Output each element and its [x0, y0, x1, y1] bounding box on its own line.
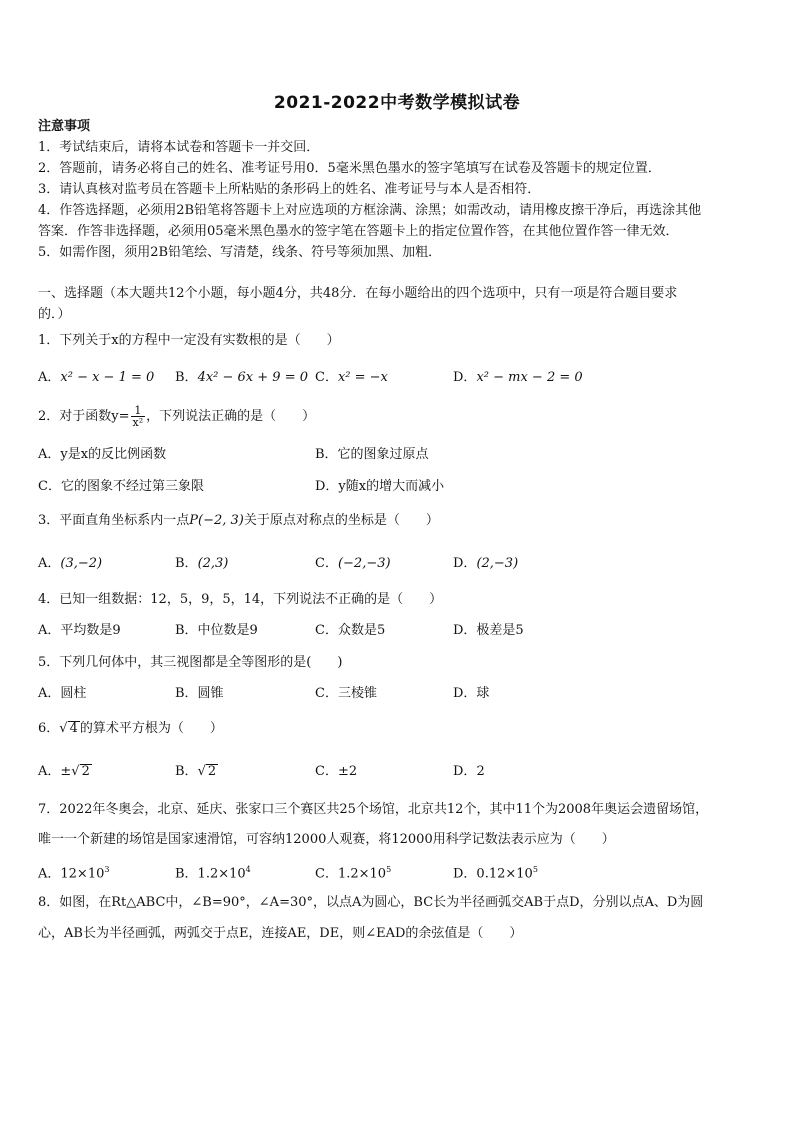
sqrt-symbol: √ [197, 764, 206, 779]
notes-item: 4．作答选择题，必须用2B铅笔将答题卡上对应选项的方框涂满、涂黑；如需改动，请用橡皮擦干净后，再选涂其他 [38, 203, 702, 218]
option-b: B．圆锥 [175, 686, 224, 701]
question-1-options [38, 368, 758, 388]
question-6-options [38, 762, 758, 782]
question-4-stem: 4．已知一组数据：12，5，9，5，14，下列说法不正确的是（ ） [38, 592, 443, 607]
notes-item: 3．请认真核对监考员在答题卡上所粘贴的条形码上的姓名、准考证号与本人是否相符． [38, 182, 541, 197]
option-a: A．x² − x − 1 = 0 [38, 370, 155, 385]
question-3-stem: 3．平面直角坐标系内一点P(−2, 3)关于原点对称点的坐标是（ ） [38, 513, 439, 528]
question-5-options [38, 684, 758, 704]
notes-item: 5．如需作图，须用2B铅笔绘、写清楚，线条、符号等须加黑、加粗． [38, 245, 442, 260]
sqrt-symbol: √ [59, 721, 68, 736]
question-4-options [38, 621, 758, 641]
option-b: B．(2,3) [175, 556, 229, 571]
option-d: D．$0.12\times 10^5$ [453, 865, 538, 882]
option-d: D．x² − mx − 2 = 0 [453, 370, 583, 385]
option-c: C．众数是5 [315, 623, 386, 638]
option-d: D．2 [453, 764, 485, 779]
page-title: 2021-2022中考数学模拟试卷 [273, 93, 521, 113]
option-b: B．$1.2\times 10^4$ [175, 865, 251, 882]
option-c: C．x² = −x [315, 370, 388, 385]
option-a: A．$12\times 10^3$ [38, 865, 110, 882]
option-b: B．它的图象过原点 [315, 447, 429, 462]
section-heading: 一、选择题（本大题共12个小题，每小题4分，共48分．在每小题给出的四个选项中，只有一项是符合题目要求 [38, 286, 678, 301]
option-a: A．平均数是9 [38, 623, 121, 638]
notes-item: 答案．作答非选择题，必须用05毫米黑色墨水的签字笔在答题卡上的指定位置作答，在其他位置作答一律无效． [38, 224, 679, 239]
option-c: C．±2 [315, 764, 358, 779]
option-c: C．三棱锥 [315, 686, 377, 701]
sqrt-symbol: √ [71, 764, 80, 779]
question-1-stem: 1．下列关于x的方程中一定没有实数根的是（ ） [38, 333, 340, 348]
question-7-stem-cont: 唯一一个新建的场馆是国家速滑馆，可容纳12000人观赛，将12000用科学记数法表示应为（ ） [38, 832, 615, 847]
question-2-stem: 2．对于函数y= $\frac{1}{\text{x²}}$ ，下列说法正确的是（ ） [38, 404, 316, 429]
question-8-stem: 8．如图，在Rt△ABC中，∠B=90°，∠A=30°，以点A为圆心，BC长为半径画弧交AB于点D，分别以点A、D为圆 [38, 895, 704, 910]
option-c: C．(−2,−3) [315, 556, 391, 571]
option-a: A．(3,−2) [38, 556, 103, 571]
option-d: D．球 [453, 686, 490, 701]
notes-item: 1．考试结束后，请将本试卷和答题卡一并交回． [38, 140, 320, 155]
question-6-stem: 6．√ 4 的算术平方根为（ ） [38, 721, 223, 736]
section-heading-cont: 的．） [38, 307, 71, 322]
option-c: C．$1.2\times 10^5$ [315, 865, 392, 882]
option-a: A．y是x的反比例函数 [38, 447, 167, 462]
option-c: C．它的图象不经过第三象限 [38, 479, 204, 494]
option-d: D．极差是5 [453, 623, 524, 638]
option-b: B．√ 2 [175, 764, 217, 779]
question-3-options [38, 554, 758, 574]
option-d: D．y随x的增大而减小 [315, 479, 445, 494]
option-d: D．(2,−3) [453, 556, 519, 571]
fraction: $\frac{1}{\text{x²}}$ [132, 404, 144, 429]
question-7-options [38, 860, 758, 880]
question-2-options-row2 [38, 477, 758, 497]
option-b: B．中位数是9 [175, 623, 258, 638]
notes-item: 2．答题前，请务必将自己的姓名、准考证号用0．5毫米黑色墨水的签字笔填写在试卷及答题卡的规定位置． [38, 161, 661, 176]
question-7-stem: 7．2022年冬奥会，北京、延庆、张家口三个赛区共25个场馆，北京共12个，其中11个为2008年奥运会遗留场馆， [38, 802, 709, 817]
option-b: B．4x² − 6x + 9 = 0 [175, 370, 308, 385]
question-8-stem-cont: 心，AB长为半径画弧，两弧交于点E，连接AE，DE，则∠EAD的余弦值是（ ） [38, 926, 523, 941]
question-5-stem: 5．下列几何体中，其三视图都是全等图形的是( ) [38, 655, 343, 670]
question-2-options-row1 [38, 445, 758, 465]
option-a: A．±√ 2 [38, 764, 90, 779]
notes-heading: 注意事项 [38, 119, 91, 134]
option-a: A．圆柱 [38, 686, 87, 701]
